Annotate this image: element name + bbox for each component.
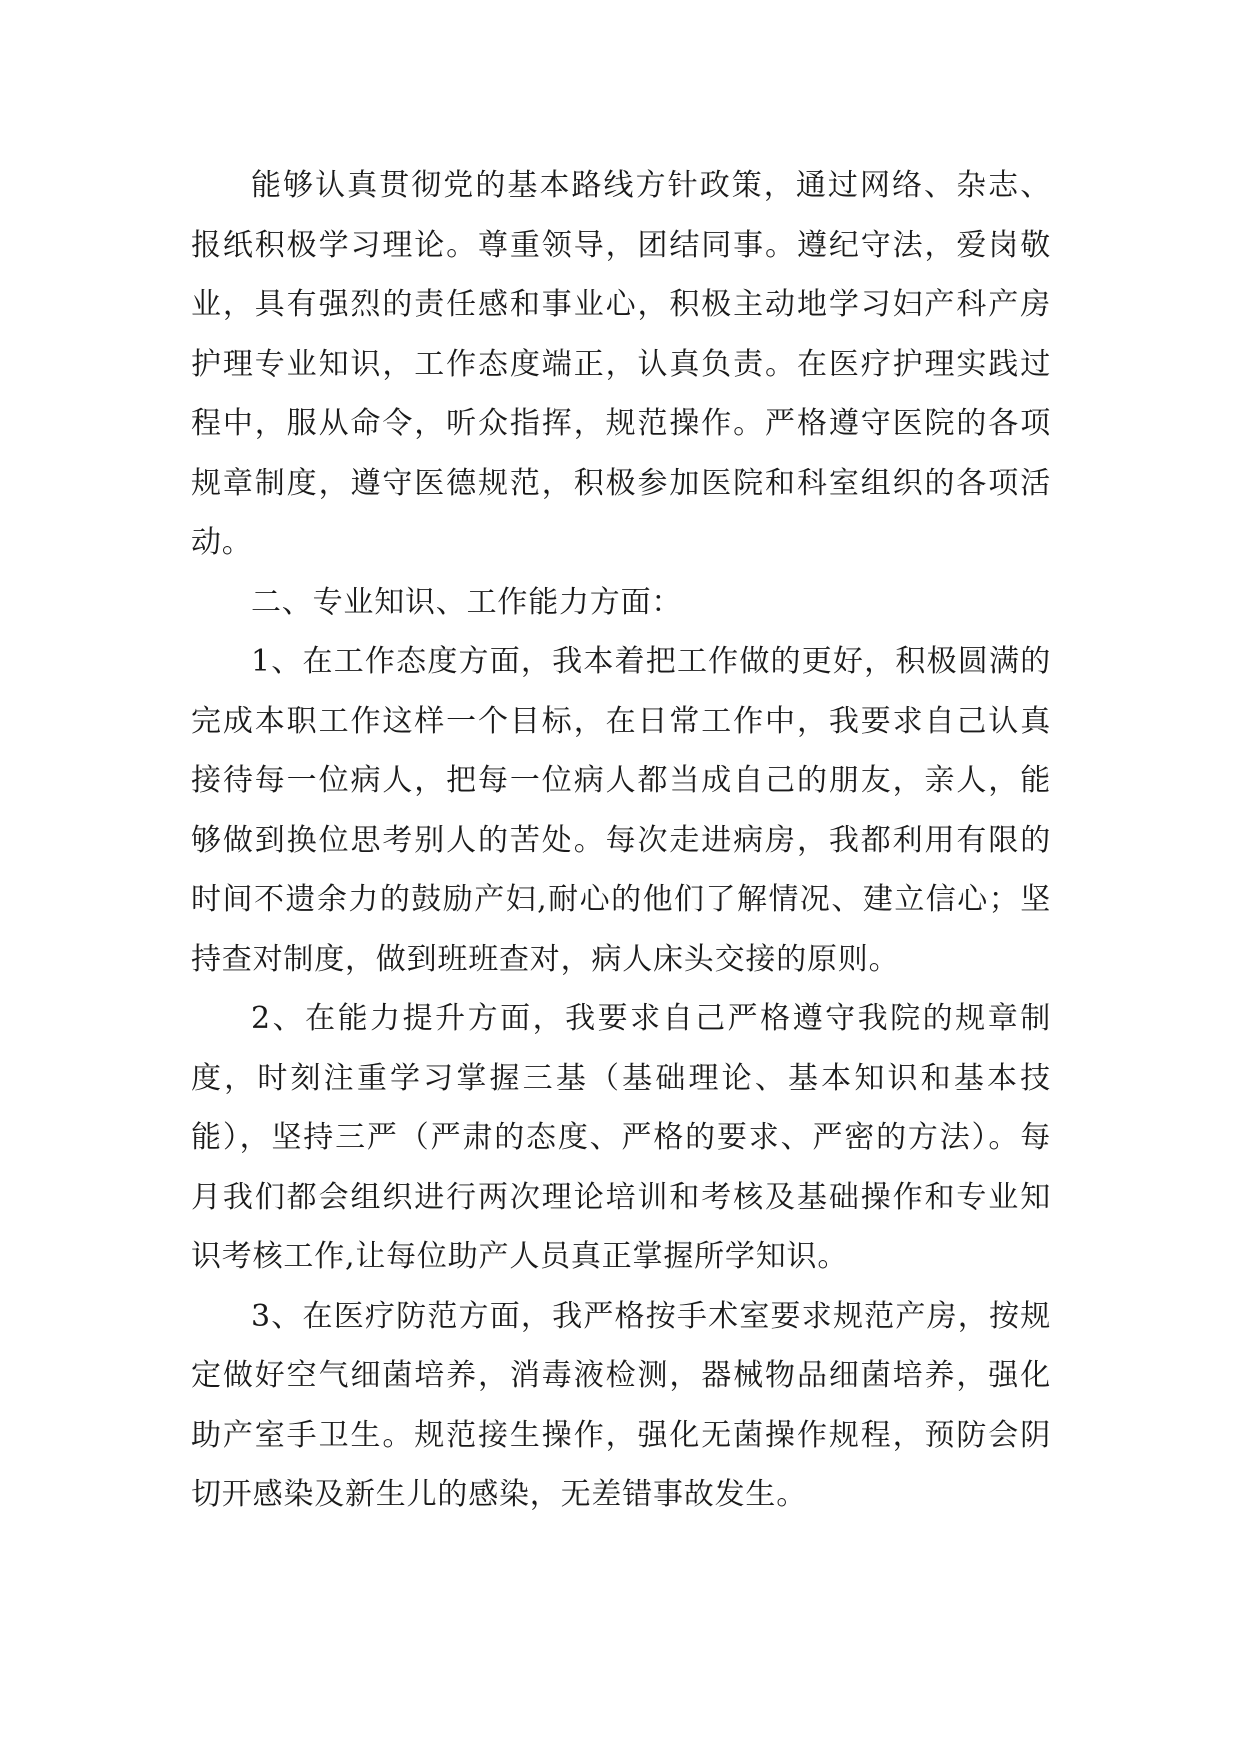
document-body bbox=[191, 156, 1051, 1525]
paragraph-work-attitude: 1、在工作态度方面，我本着把工作做的更好，积极圆满的完成本职工作这样一个目标，在日常工作中，我要求自己认真接待每一位病人，把每一位病人都当成自己的朋友，亲人，能够做到换位思考别人的苦处。每次走进病房，我都利用有限的时间不遗余力的鼓励产妇,耐心的他们了解情况、建立信心；坚持查对制度，做到班班查对，病人床头交接的原则。 bbox=[191, 644, 1051, 977]
section-heading-professional-ability: 二、专业知识、工作能力方面： bbox=[251, 584, 683, 620]
paragraph-political-conduct: 能够认真贯彻党的基本路线方针政策，通过网络、杂志、报纸积极学习理论。尊重领导，团结同事。遵纪守法，爱岗敬业，具有强烈的责任感和事业心，积极主动地学习妇产科产房护理专业知识，工作态度端正，认真负责。在医疗护理实践过程中，服从命令，听众指挥，规范操作。严格遵守医院的各项规章制度，遵守医德规范，积极参加医院和科室组织的各项活动。 bbox=[191, 168, 1051, 560]
paragraph-medical-prevention: 3、在医疗防范方面，我严格按手术室要求规范产房，按规定做好空气细菌培养，消毒液检测，器械物品细菌培养，强化助产室手卫生。规范接生操作，强化无菌操作规程，预防会阴切开感染及新生儿的感染，无差错事故发生。 bbox=[191, 1298, 1051, 1512]
paragraph-ability-improvement: 2、在能力提升方面，我要求自己严格遵守我院的规章制度，时刻注重学习掌握三基（基础理论、基本知识和基本技能），坚持三严（严肃的态度、严格的要求、严密的方法）。每月我们都会组织进行两次理论培训和考核及基础操作和专业知识考核工作,让每位助产人员真正掌握所学知识。 bbox=[191, 1001, 1051, 1274]
